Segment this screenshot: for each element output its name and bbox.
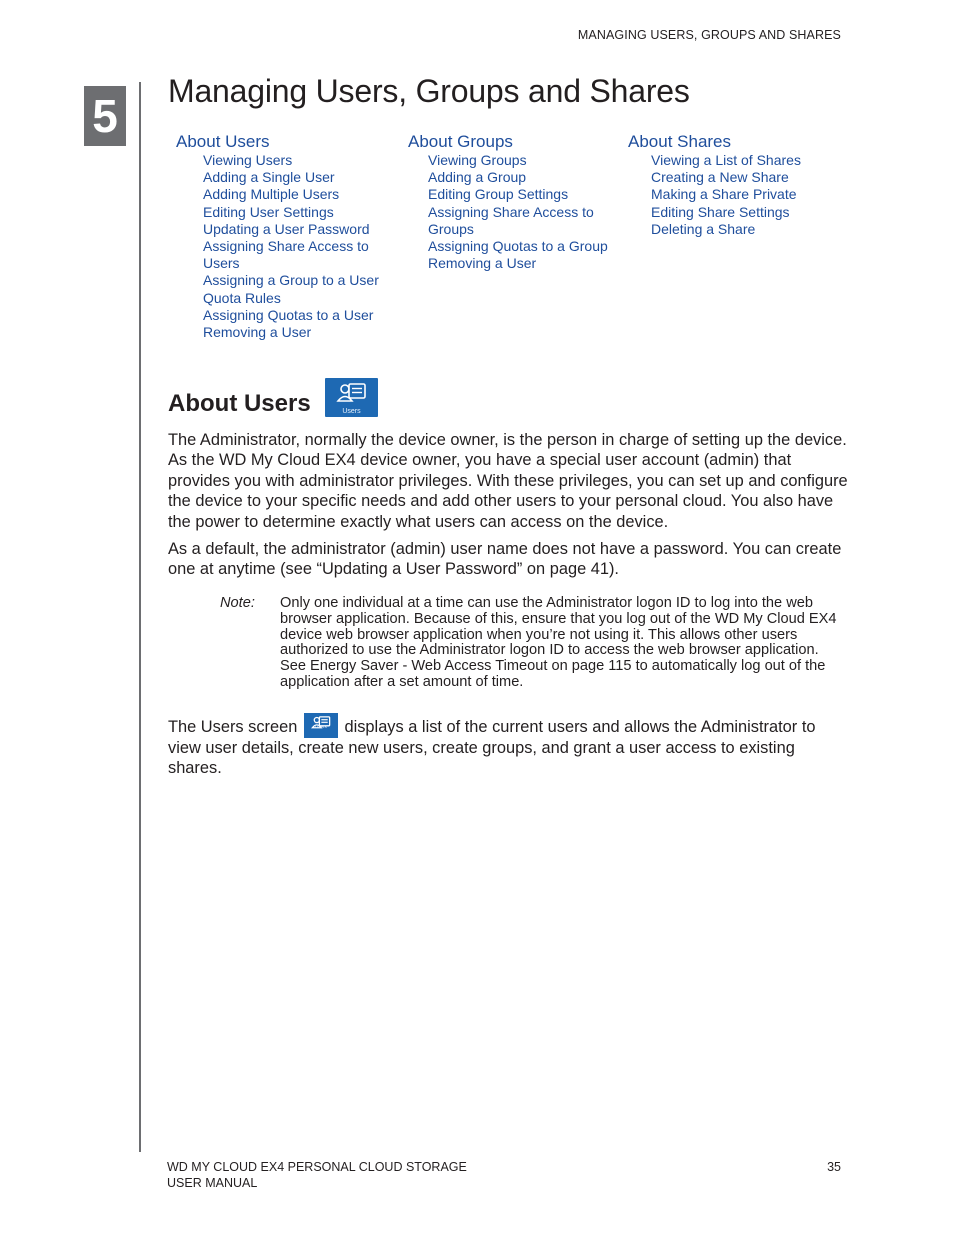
- body-paragraph: The Administrator, normally the device owner, is the person in charge of setting up the device. As the WD My Cloud EX4 device owner, you have a special user account (admin) that provides you with administrator privileges. With these privileges, you can set up and configure the device to your specific needs and add other users to your personal cloud. You also have the power to determine exactly what users can access on the device.: [168, 431, 848, 531]
- toc-link[interactable]: Adding Multiple Users: [203, 186, 340, 203]
- toc-link[interactable]: Groups: [428, 220, 474, 237]
- users-icon: [304, 713, 338, 738]
- toc-link[interactable]: Deleting a Share: [651, 220, 756, 237]
- toc-heading-groups[interactable]: About Groups: [408, 132, 513, 151]
- toc-link[interactable]: Assigning Quotas to a Group: [428, 238, 608, 255]
- chapter-number-box: 5: [84, 86, 126, 146]
- page-number: 35: [827, 1160, 841, 1174]
- note-text: Only one individual at a time can use the Administrator logon ID to log into the web browser application. Because of this, ensure that you log out of the WD My Cloud EX4 device web browser application when you’re not using it. This allows other users authorized to use the Administrator logon ID to access the web browser application. See Energy Saver - Web Access Timeout on page 115 to automatically log out of the application after a set amount of time.: [280, 595, 837, 690]
- toc-link[interactable]: Viewing a List of Shares: [651, 152, 801, 168]
- toc-link[interactable]: Removing a User: [203, 324, 312, 341]
- toc-link[interactable]: Assigning Quotas to a User: [203, 306, 374, 323]
- toc-link[interactable]: Creating a New Share: [651, 169, 789, 186]
- toc-heading-shares[interactable]: About Shares: [628, 132, 732, 151]
- footer-line-2: USER MANUAL: [167, 1175, 258, 1190]
- toc-link[interactable]: Updating a User Password: [203, 220, 370, 237]
- users-icon-label: Users: [315, 723, 327, 729]
- toc-link[interactable]: Assigning Share Access to: [203, 238, 369, 255]
- footer: [167, 1160, 467, 1191]
- footer-line-1: WD MY CLOUD EX4 PERSONAL CLOUD STORAGE: [167, 1160, 467, 1174]
- toc-heading-users[interactable]: About Users: [176, 132, 270, 151]
- users-icon: [325, 378, 378, 417]
- para3-before: The Users screen: [168, 718, 298, 736]
- toc-link[interactable]: Adding a Group: [428, 169, 527, 186]
- toc-link[interactable]: Adding a Single User: [203, 169, 335, 186]
- toc-link[interactable]: Editing User Settings: [203, 203, 334, 220]
- chapter-title: Managing Users, Groups and Shares: [168, 73, 690, 109]
- toc-link[interactable]: Users: [203, 255, 240, 272]
- toc-list-groups: [408, 152, 613, 272]
- toc-link[interactable]: Editing Share Settings: [651, 203, 790, 220]
- toc-list-users: [176, 152, 381, 341]
- para3-after: displays a list of the current users and allows the Administrator to view user details, create new users, create groups, and grant a user access to existing shares.: [168, 718, 816, 778]
- body-paragraph: [168, 713, 848, 779]
- running-head: MANAGING USERS, GROUPS AND SHARES: [577, 28, 841, 42]
- toc-link[interactable]: Viewing Groups: [428, 152, 527, 168]
- toc-column-users: [176, 132, 381, 341]
- body-paragraph: As a default, the administrator (admin) user name does not have a password. You can create one at anytime (see “Updating a User Password” on page 41).: [168, 540, 842, 579]
- toc-link[interactable]: Assigning Share Access to: [428, 203, 594, 220]
- note-label: Note:: [220, 595, 255, 611]
- toc-link[interactable]: Editing Group Settings: [428, 186, 569, 203]
- toc-link[interactable]: Making a Share Private: [651, 186, 797, 203]
- toc-column-groups: [408, 132, 613, 272]
- toc-link[interactable]: Removing a User: [428, 255, 537, 272]
- toc-list-shares: [628, 152, 833, 238]
- users-icon-label: Users: [342, 408, 361, 415]
- section-heading: About Users: [168, 390, 311, 417]
- toc-column-shares: [628, 132, 833, 238]
- chapter-divider: [139, 82, 141, 1152]
- toc-link[interactable]: Viewing Users: [203, 152, 293, 168]
- toc-link[interactable]: Assigning a Group to a User: [203, 272, 379, 289]
- toc-link[interactable]: Quota Rules: [203, 289, 281, 306]
